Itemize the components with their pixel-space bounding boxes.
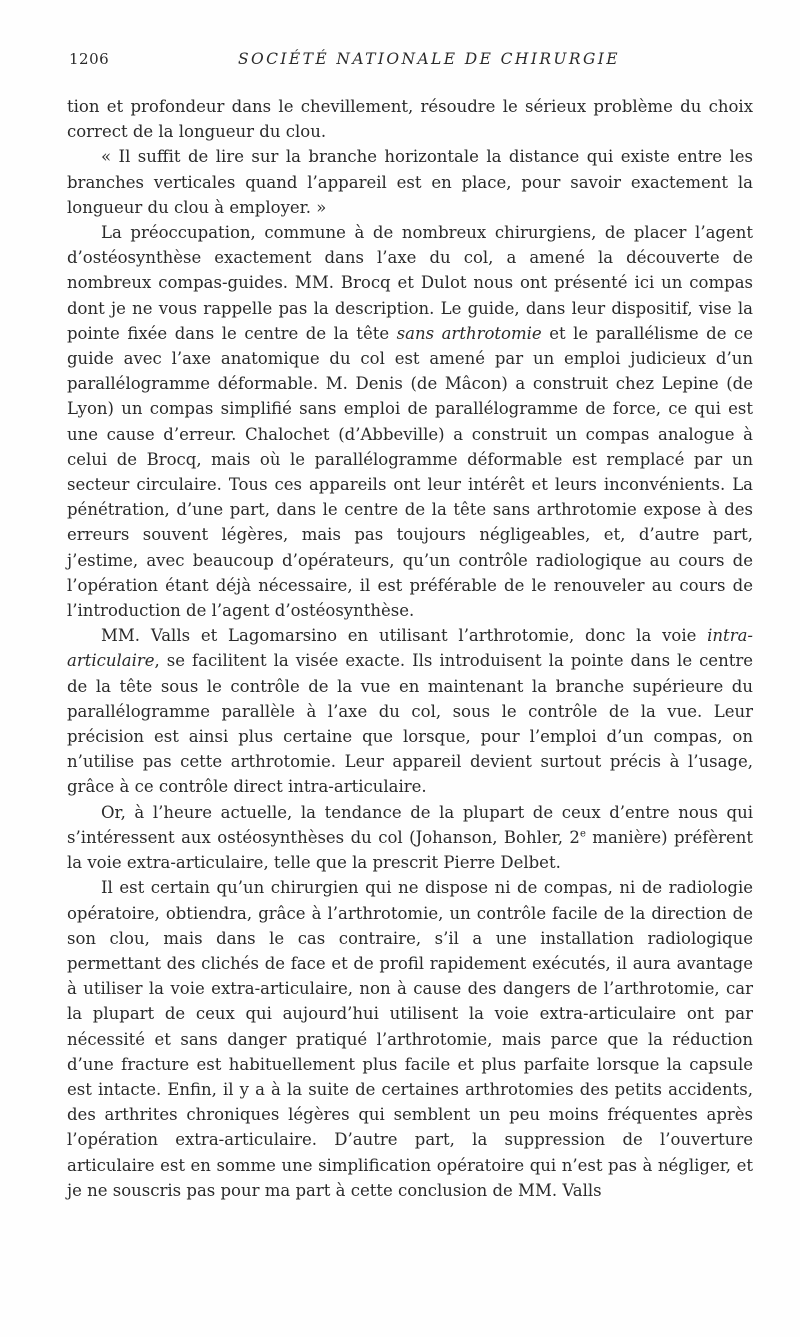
page-number: 1206: [69, 50, 110, 68]
paragraph-6: [67, 875, 753, 1203]
paragraph-3-text-end: et le parallélisme de ce guide avec l’axe anatomique du col est amené par un emploi judicieux d’un parallélogramme déformable. M. Denis (de Mâcon) a construit chez Lepine (de Lyon) un compas simplifié sans emploi de parallélogramme de force, ce qui est une cause d’erreur. Chalochet (d’Abbeville) a construit un compas analogue à celui de Brocq, mais où le parallélogramme déformable est remplacé par un secteur circulaire. Tous ces appareils ont leur intérêt et leurs inconvénients. La pénétration, d’une part, dans le centre de la tête sans arthrotomie expose à des erreurs souvent légères, mais pas toujours négligeables, et, d’autre part, j’estime, avec beaucoup d’opérateurs, qu’un contrôle radiologique au cours de l’opération étant déjà nécessaire, il est préférable de le renouveler au cours de l’introduction de l’agent d’ostéosynthèse.: [67, 323, 754, 621]
paragraph-5-text-start: Or, à l’heure actuelle, la tendance de la plupart de ceux d’entre nous qui s’intéressent aux ostéosynthèses du col (Johanson, Bohler, 2: [67, 802, 753, 847]
paragraph-5-text-end: manière) préfèrent la voie extra-articulaire, telle que la prescrit Pierre Delbet.: [67, 827, 753, 873]
paragraph-3: [67, 220, 753, 623]
paragraph-6-text: Il est certain qu’un chirurgien qui ne dispose ni de compas, ni de radiologie opératoire, obtiendra, grâce à l’arthrotomie, un contrôle facile de la direction de son clou, mais dans le cas contraire, s’il a une installation radiologique permettant des clichés de face et de profil rapidement exécutés, il aura avantage à utiliser la voie extra-articulaire, non à cause des dangers de l’arthrotomie, car la plupart de ceux qui aujourd’hui utilisent la voie extra-articulaire ont par nécessité et sans danger pratiqué l’arthrotomie, mais parce que la réduction d’une fracture est habituellement plus facile et plus parfaite lorsque la capsule est intacte. Enfin, il y a à la suite de certaines arthrotomies des petits accidents, des arthrites chroniques légères qui semblent un peu moins fréquentes après l’opération extra-articulaire. D’autre part, la suppression de l’ouverture articulaire est en somme une simplification opératoire qui n’est pas à négliger, et je ne souscris pas pour ma part à cette conclusion de MM. Valls: [67, 878, 753, 1200]
paragraph-1-text: tion et profondeur dans le chevillement, résoudre le sérieux problème du choix correct de la longueur du clou.: [67, 97, 753, 142]
paragraph-5: [67, 800, 753, 876]
paragraph-1: [67, 94, 753, 144]
paragraph-3-italic-term: sans arthrotomie: [396, 323, 542, 343]
paragraph-2: [67, 144, 753, 220]
body-text: [67, 94, 753, 1203]
journal-title: SOCIÉTÉ NATIONALE DE CHIRURGIE: [238, 50, 620, 68]
paragraph-4-italic-term: intra-articulaire: [67, 626, 753, 671]
running-head: [69, 50, 755, 76]
paragraph-4-text-start: MM. Valls et Lagomarsino en utilisant l’arthrotomie, donc la voie: [101, 626, 708, 646]
paragraph-5-superscript: e: [579, 828, 586, 840]
paragraph-2-text: « Il suffit de lire sur la branche horizontale la distance qui existe entre les branches verticales quand l’appareil est en place, pour savoir exactement la longueur du clou à employer. »: [67, 147, 753, 217]
paragraph-4: [67, 623, 753, 799]
paragraph-4-text-end: , se facilitent la visée exacte. Ils introduisent la pointe dans le centre de la tête sous le contrôle de la vue en maintenant la branche supérieure du parallélogramme parallèle à l’axe du col, sous le contrôle de la vue. Leur précision est ainsi plus certaine que lorsque, pour l’emploi d’un compas, on n’utilise pas cette arthrotomie. Leur appareil devient surtout précis à l’usage, grâce à ce contrôle direct intra-articulaire.: [67, 651, 753, 797]
paragraph-3-text-start: La préoccupation, commune à de nombreux chirurgiens, de placer l’agent d’ostéosynthèse exactement dans l’axe du col, a amené la découverte de nombreux compas-guides. MM. Brocq et Dulot nous ont présenté ici un compas dont je ne vous rappelle pas la description. Le guide, dans leur dispositif, vise la pointe fixée dans le centre de la tête: [67, 223, 753, 343]
